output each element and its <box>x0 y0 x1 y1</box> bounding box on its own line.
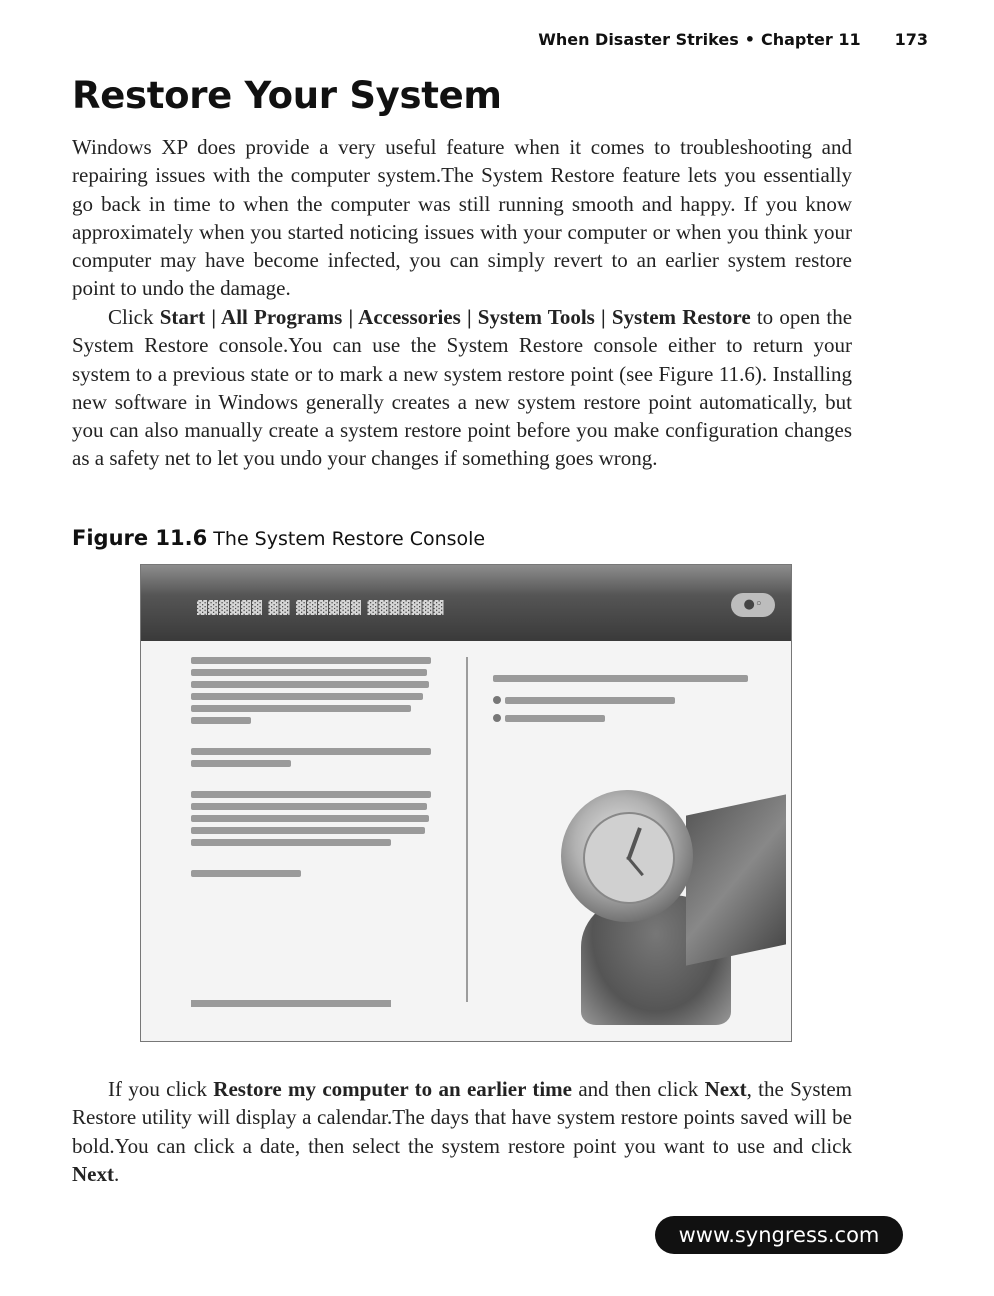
figure-caption <box>72 526 485 550</box>
menu-system-tools: System Tools <box>477 305 595 329</box>
para2-lead: Click <box>108 305 160 329</box>
figure-number: Figure 11.6 <box>72 526 208 550</box>
screenshot-right-options <box>493 675 753 732</box>
para2-rest: to open the System Restore console.You can use the System Restore console either to return your system to a previous state or to mark a new system restore point (see Figure 11.6). Installing new software in Windows generally creates a new system restore point automatically, but you can also manually create a system restore point before you make configuration changes as a safety net to let you undo your changes if something goes wrong. <box>72 305 853 471</box>
screenshot-left-text <box>191 657 435 882</box>
menu-system-restore: System Restore <box>611 305 751 329</box>
menu-accessories: Accessories <box>358 305 461 329</box>
figure-title: The System Restore Console <box>213 528 486 550</box>
menu-separator: | <box>594 305 612 329</box>
restore-paragraph <box>72 1075 852 1188</box>
screenshot-title-smudge: ▓▓▓▓▓▓ ▓▓ ▓▓▓▓▓▓ ▓▓▓▓▓▓▓ <box>197 601 445 616</box>
para3-rest: , the System Restore utility will display a calendar.The days that have system restore points saved will be bold.You can click a date, then select the system restore point you want to use and click <box>72 1077 852 1158</box>
para3-mid: and then click <box>572 1077 705 1101</box>
menu-all-programs: All Programs <box>221 305 343 329</box>
instructions-paragraph <box>72 303 852 473</box>
intro-paragraph: Windows XP does provide a very useful feature when it comes to troubleshooting and repairing issues with the computer system.The System Restore feature lets you essentially go back in time to when the computer was still running smooth and happy. If you know approximately when you started noticing issues with your computer or when you think your computer may have become infected, you can simply revert to an earlier system restore point to undo the damage. <box>72 135 852 301</box>
next-term: Next <box>72 1161 114 1186</box>
screenshot-footer-link <box>191 1000 391 1007</box>
section-heading: Restore Your System <box>72 74 502 117</box>
menu-separator: | <box>342 305 359 329</box>
screenshot-box-graphic <box>686 794 786 965</box>
menu-start: Start <box>159 305 206 329</box>
running-head-section: When Disaster Strikes <box>538 30 739 49</box>
screenshot-clock-graphic <box>561 790 693 922</box>
menu-separator: | <box>460 305 478 329</box>
next-term: Next <box>704 1077 747 1101</box>
para3-end: . <box>113 1161 120 1186</box>
running-head-chapter: Chapter 11 <box>760 30 861 49</box>
option-restore-earlier: Restore my computer to an earlier time <box>213 1077 572 1101</box>
menu-separator: | <box>205 305 222 329</box>
screenshot-divider <box>466 657 468 1002</box>
website-badge: www.syngress.com <box>655 1216 903 1254</box>
screenshot-help-icon: ●◦ <box>731 593 775 617</box>
para3-lead: If you click <box>108 1077 214 1101</box>
system-restore-screenshot <box>140 564 792 1042</box>
page-number: 173 <box>894 30 928 49</box>
running-head <box>0 30 928 49</box>
running-head-separator: • <box>744 30 755 49</box>
screenshot-titlebar <box>141 565 791 641</box>
